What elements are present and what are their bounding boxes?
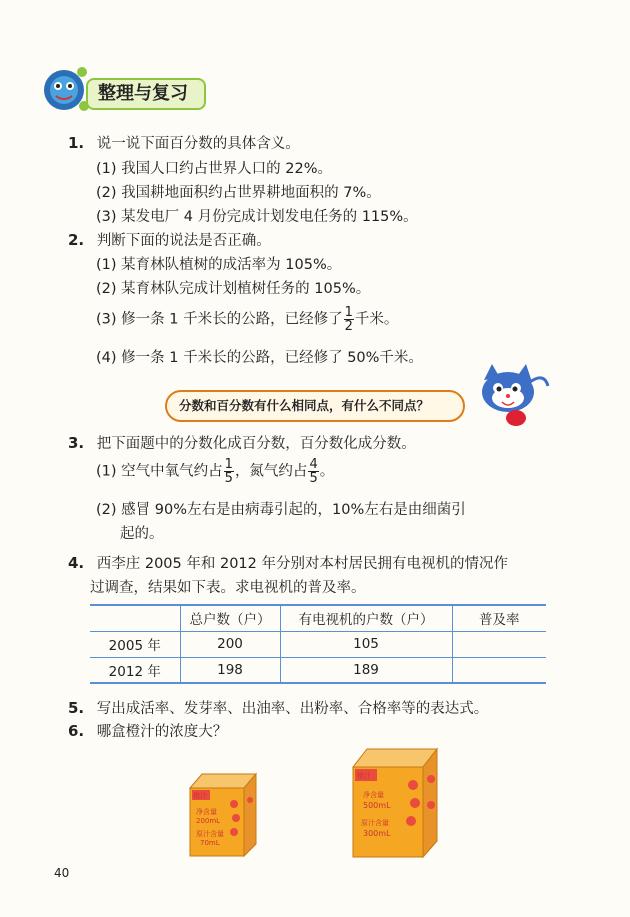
q2-item-1: (1) 某育林队植树的成活率为 105%。	[96, 257, 342, 273]
question-number: 5.	[68, 699, 85, 717]
small-box-net: 200mL	[196, 817, 221, 825]
table-cell: 200	[180, 631, 280, 657]
q2-item-3: (3) 修一条 1 千米长的公路，已经修了 $\frac{1}{2}$ 千米。	[96, 305, 399, 334]
question-1	[68, 132, 300, 153]
large-juice-box-icon	[345, 745, 445, 860]
cat-mascot-icon	[472, 362, 552, 432]
large-box-net: 500mL	[363, 801, 391, 810]
q1-item-1: (1) 我国人口约占世界人口的 22%。	[96, 161, 332, 177]
q3-item-2: (2) 感冒 90%左右是由病毒引起的，10%左右是由细菌引	[96, 502, 466, 518]
q3-item-1: (1) 空气中氧气约占 $\frac{1}{5}$ ，氮气约占 $\frac{4}{5}$ 。	[96, 457, 335, 486]
table-cell: 189	[280, 657, 452, 683]
table-header-cell: 普及率	[452, 605, 546, 631]
question-text: 哪盒橙汁的浓度大？	[96, 724, 228, 740]
q3-item-2-cont: 起的。	[120, 526, 164, 542]
section-title: 整理与复习	[86, 78, 206, 110]
table-header-cell	[90, 605, 180, 631]
fraction: $\frac{1}{2}$	[344, 305, 353, 334]
question-text: 西李庄 2005 年和 2012 年分别对本村居民拥有电视机的情况作	[96, 556, 508, 572]
fraction: $\frac{1}{5}$	[224, 457, 233, 486]
table-cell: 105	[280, 631, 452, 657]
question-6	[68, 720, 227, 741]
table-cell: 2012 年	[90, 657, 180, 683]
question-5	[68, 697, 488, 718]
small-box-juice: 70mL	[200, 839, 220, 847]
small-box-net-label: 净含量	[196, 808, 217, 816]
small-juice-box-icon	[180, 770, 265, 860]
table-cell	[452, 657, 546, 683]
table-header-cell: 有电视机的户数（户）	[280, 605, 452, 631]
table-cell	[452, 631, 546, 657]
question-number: 4.	[68, 554, 85, 572]
tv-penetration-table	[90, 604, 546, 684]
table-row	[90, 657, 546, 683]
question-text: 说一说下面百分数的具体含义。	[96, 136, 300, 152]
small-box-brand: 橙汁	[193, 792, 207, 800]
question-number: 1.	[68, 134, 85, 152]
q1-item-2: (2) 我国耕地面积约占世界耕地面积的 7%。	[96, 185, 381, 201]
small-box-juice-label: 原汁含量	[196, 830, 224, 838]
question-number: 2.	[68, 231, 85, 249]
question-text: 把下面题中的分数化成百分数，百分数化成分数。	[96, 436, 416, 452]
table-cell: 198	[180, 657, 280, 683]
question-2	[68, 229, 271, 250]
table-cell: 2005 年	[90, 631, 180, 657]
table-header-cell: 总户数（户）	[180, 605, 280, 631]
q2-item-2: (2) 某育林队完成计划植树任务的 105%。	[96, 281, 371, 297]
page-number: 40	[54, 866, 70, 880]
table-row	[90, 631, 546, 657]
table-header-row	[90, 605, 546, 631]
question-number: 3.	[68, 434, 85, 452]
q2-item-4: (4) 修一条 1 千米长的公路，已经修了 50%千米。	[96, 350, 423, 366]
question-text: 判断下面的说法是否正确。	[96, 233, 271, 249]
q1-item-3: (3) 某发电厂 4 月份完成计划发电任务的 115%。	[96, 209, 418, 225]
large-box-juice-label: 原汁含量	[361, 819, 389, 827]
fraction: $\frac{4}{5}$	[309, 457, 318, 486]
question-4	[68, 552, 508, 573]
question-4-cont: 过调查，结果如下表。求电视机的普及率。	[90, 580, 366, 596]
large-box-juice: 300mL	[363, 829, 391, 838]
question-number: 6.	[68, 722, 85, 740]
question-text: 写出成活率、发芽率、出油率、出粉率、合格率等的表达式。	[96, 701, 489, 717]
question-3	[68, 432, 416, 453]
large-box-brand: 橙汁	[357, 772, 371, 780]
speech-bubble: 分数和百分数有什么相同点，有什么不同点？	[165, 390, 465, 422]
large-box-net-label: 净含量	[363, 791, 384, 799]
